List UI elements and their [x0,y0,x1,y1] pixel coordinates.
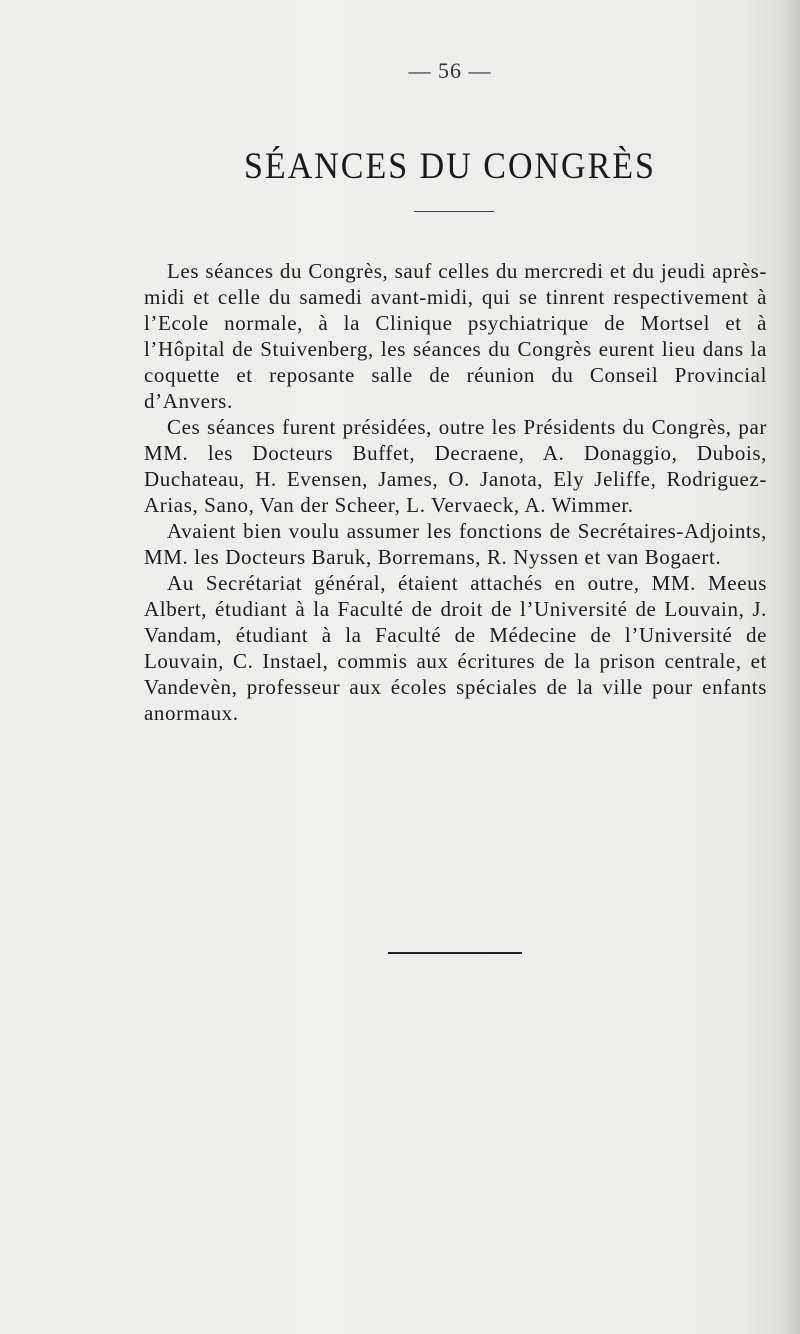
title-divider [414,211,494,212]
page-edge-shadow [782,0,800,1334]
paragraph-3: Avaient bien voulu assumer les fonctions de Secrétaires-Adjoints, MM. les Docteurs Baruk, Borremans, R. Nyssen et van Bogaert. [144,519,767,569]
page-number: — 56 — [408,58,492,83]
paragraph-4: Au Secrétariat général, étaient attachés en outre, MM. Meeus Albert, étudiant à la Faculté de droit de l’Université de Louvain, J. Vandam, étudiant à la Faculté de Médecine de l’Université de Louvain, C. Instael, commis aux écritures de la prison centrale, et Vandevèn, professeur aux écoles spéciales de la ville pour enfants anormaux. [144,571,767,725]
paragraph-1: Les séances du Congrès, sauf celles du mercredi et du jeudi après-midi et celle du samedi avant-midi, qui se tinrent respectivement à l’Ecole normale, à la Clinique psychiatrique de Mortsel et à l’Hôpital de Stuivenberg, les séances du Congrès eurent lieu dans la coquette et reposante salle de réunion du Conseil Provincial d’Anvers. [144,259,767,413]
body-text [144,258,767,726]
end-divider [388,952,522,954]
paragraph-2: Ces séances furent présidées, outre les Présidents du Congrès, par MM. les Docteurs Buffet, Decraene, A. Donaggio, Dubois, Duchateau, H. Evensen, James, O. Janota, Ely Jeliffe, Rodriguez-Arias, Sano, Van der Scheer, L. Vervaeck, A. Wimmer. [144,415,767,517]
page-title: SÉANCES DU CONGRÈS [244,146,656,187]
